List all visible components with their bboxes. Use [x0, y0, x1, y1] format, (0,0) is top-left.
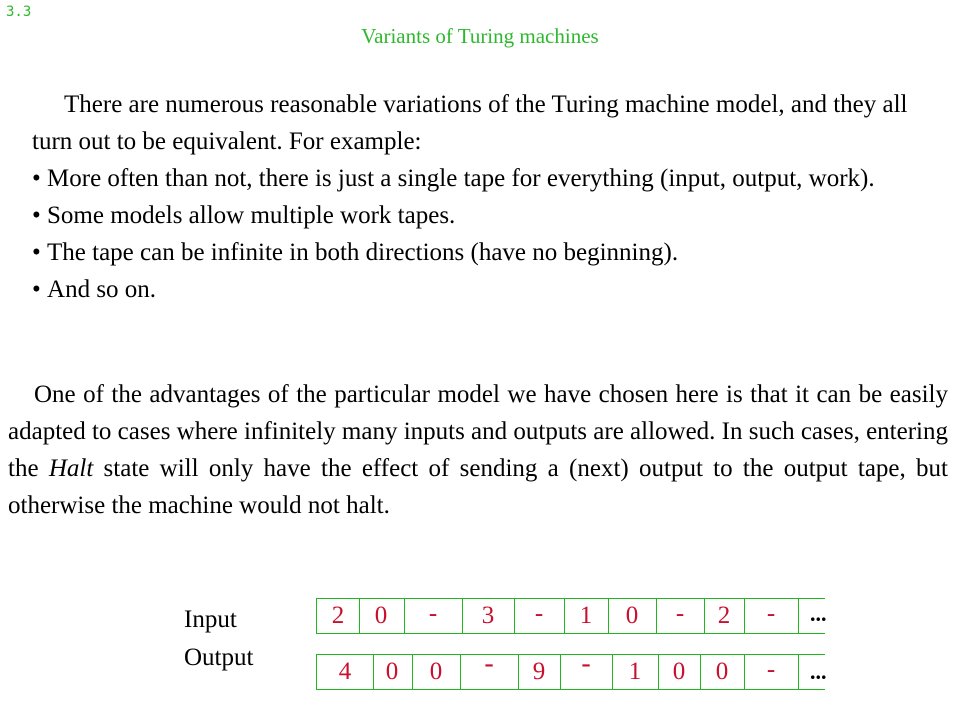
tape-cell: 2	[316, 599, 360, 633]
output-tape	[316, 648, 827, 690]
list-item: • And so on.	[32, 271, 942, 308]
tape-cell: -	[560, 655, 613, 689]
tape-cell: -	[514, 599, 565, 633]
list-item: • More often than not, there is just a single tape for everything (input, output, work).	[32, 160, 942, 197]
output-tape-label: Output	[184, 644, 254, 671]
halt-state-term: Halt	[48, 455, 94, 482]
tape-cell: -	[744, 655, 799, 689]
tape-cell: -	[404, 599, 463, 633]
tape-cell: 3	[462, 599, 515, 633]
paragraph-text: One of the advantages of the particular model we have chosen here is that it can be easily adapted to cases where infinitely many inputs and outputs are allowed. In such cases, entering the	[8, 381, 948, 482]
slide-title: Variants of Turing machines	[361, 24, 599, 48]
tape-continuation: ...	[810, 601, 827, 626]
tape-cell: 1	[564, 599, 609, 633]
tape-cell: 0	[412, 655, 461, 689]
paragraph-text: state will only have the effect of sending a (next) output to the output tape, but otherwise the machine would not halt.	[8, 455, 949, 519]
tape-cell: -	[460, 655, 519, 689]
input-tape	[316, 598, 825, 634]
tape-cell: 0	[372, 655, 413, 689]
advantages-paragraph	[8, 376, 948, 524]
tape-cell: -	[744, 599, 799, 633]
intro-paragraph: There are numerous reasonable variations of the Turing machine model, and they all turn out to be equivalent. For example:	[32, 91, 908, 155]
tape-cell: 1	[612, 655, 659, 689]
slide-number: 3.3	[6, 4, 32, 20]
tape-cell: 0	[658, 655, 701, 689]
tape-cell: 0	[358, 599, 405, 633]
list-item: • The tape can be infinite in both directions (have no beginning).	[32, 234, 942, 271]
tape-cell: 0	[700, 655, 745, 689]
variant-list	[32, 160, 942, 308]
tape-cell: 4	[316, 655, 374, 689]
input-tape-label: Input	[184, 606, 237, 633]
tape-continuation: ...	[810, 659, 827, 684]
tape-cell: 0	[608, 599, 657, 633]
list-item: • Some models allow multiple work tapes.	[32, 197, 942, 234]
tape-cell: -	[656, 599, 705, 633]
tape-cell: 9	[518, 655, 561, 689]
tape-cell: 2	[704, 599, 745, 633]
